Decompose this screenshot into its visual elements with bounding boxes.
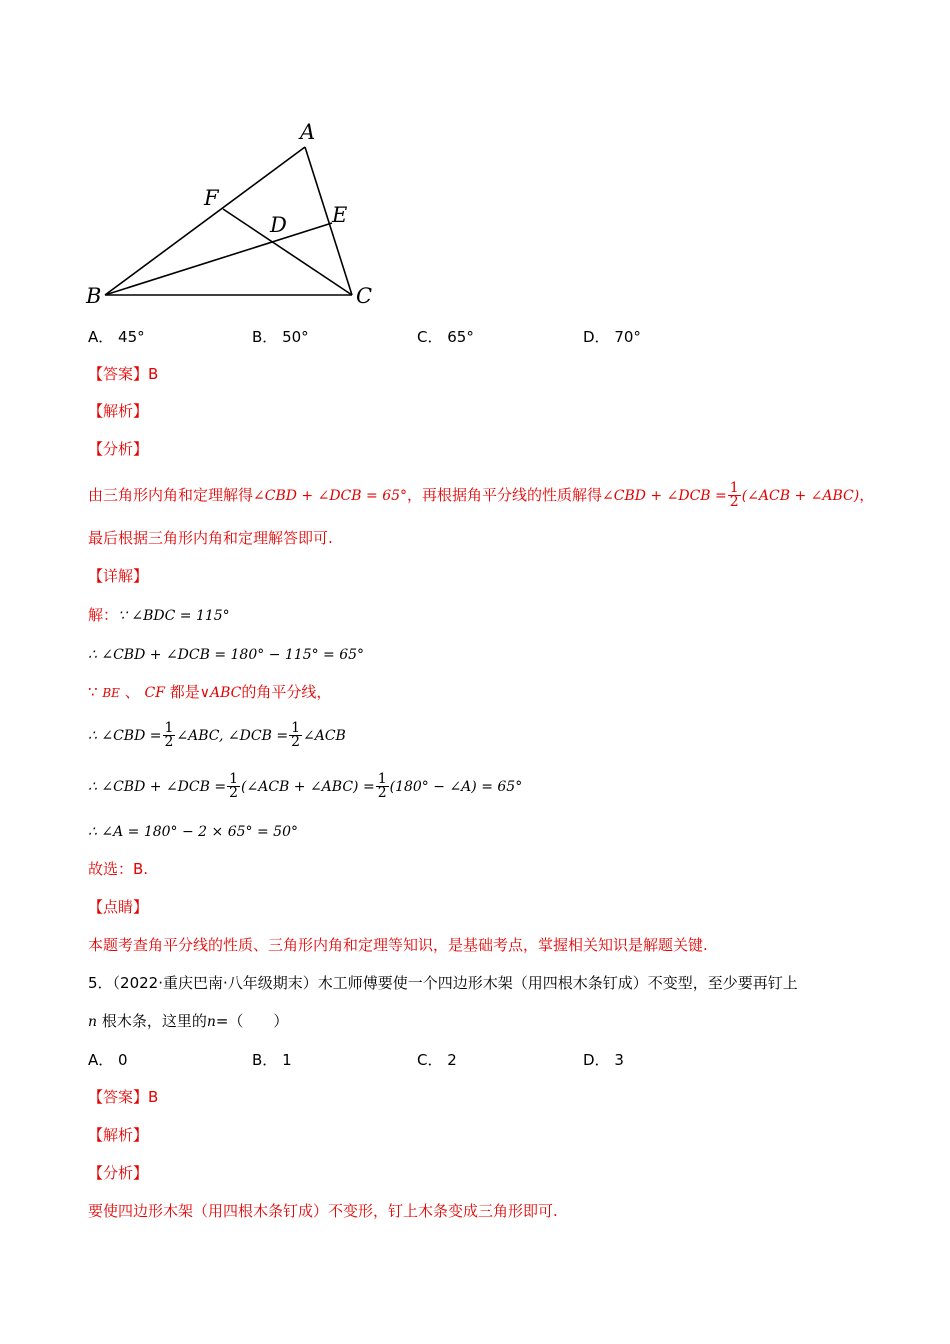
- q4-choice: 故选：B.: [88, 860, 149, 878]
- q5-fenxi-text: 要使四边形木架（用四根木条钉成）不变形，钉上木条变成三角形即可.: [88, 1202, 558, 1220]
- q4-step1: 解：∵ ∠BDC = 115°: [88, 606, 230, 624]
- q4-detail-tag: 【详解】: [88, 567, 149, 585]
- q4-option-c: C． 65°: [417, 328, 474, 346]
- q4-option-b: B． 50°: [252, 328, 309, 346]
- label-b: B: [86, 284, 102, 308]
- q5-option-a: A． 0: [88, 1051, 128, 1069]
- q5-answer: 【答案】B: [88, 1088, 159, 1106]
- q5-stem-line2: n 根木条，这里的n=（ ）: [88, 1012, 289, 1030]
- q4-step2: ∴ ∠CBD + ∠DCB = 180° − 115° = 65°: [88, 647, 365, 663]
- q4-fenxi-line2: 最后根据三角形内角和定理解答即可.: [88, 529, 333, 547]
- label-d: D: [270, 213, 287, 237]
- q4-answer: 【答案】B: [88, 365, 159, 383]
- q4-dianjing-text: 本题考查角平分线的性质、三角形内角和定理等知识，是基础考点，掌握相关知识是解题关键.: [88, 936, 708, 954]
- label-a: A: [300, 120, 316, 144]
- q5-option-c: C． 2: [417, 1051, 457, 1069]
- q4-option-a: A． 45°: [88, 328, 145, 346]
- label-c: C: [356, 284, 373, 308]
- q4-fenxi-tag: 【分析】: [88, 440, 149, 458]
- q4-step6: ∴ ∠A = 180° − 2 × 65° = 50°: [88, 824, 298, 840]
- q5-stem-line1: 5．（2022·重庆巴南·八年级期末）木工师傅要使一个四边形木架（用四根木条钉成）不变型，至少要再钉上: [88, 974, 798, 992]
- q4-fenxi-line1: 由三角形内角和定理解得∠CBD + ∠DCB = 65°，再根据角平分线的性质解得∠CBD + ∠DCB = $\frac{1}{2}$ (∠ACB + ∠ABC)，: [88, 480, 875, 510]
- triangle-figure: [80, 115, 390, 315]
- q5-option-d: D． 3: [583, 1051, 624, 1069]
- q4-dianjing-tag: 【点睛】: [88, 898, 149, 916]
- q5-fenxi-tag: 【分析】: [88, 1164, 149, 1182]
- q4-option-d: D． 70°: [583, 328, 641, 346]
- q4-step4: ∴ ∠CBD = $\frac{1}{2}$ ∠ABC, ∠DCB = $\frac{1}{2}$ ∠ACB: [88, 720, 346, 750]
- label-f: F: [204, 186, 219, 210]
- label-e: E: [332, 203, 348, 227]
- q5-option-b: B． 1: [252, 1051, 292, 1069]
- q4-step5: ∴ ∠CBD + ∠DCB = $\frac{1}{2}$ (∠ACB + ∠ABC) = $\frac{1}{2}$ (180° − ∠A) = 65°: [88, 771, 523, 801]
- q4-analysis-tag: 【解析】: [88, 402, 149, 420]
- q4-step3: ∵ BE 、 CF 都是∨ABC的角平分线，: [88, 683, 332, 701]
- q5-analysis-tag: 【解析】: [88, 1126, 149, 1144]
